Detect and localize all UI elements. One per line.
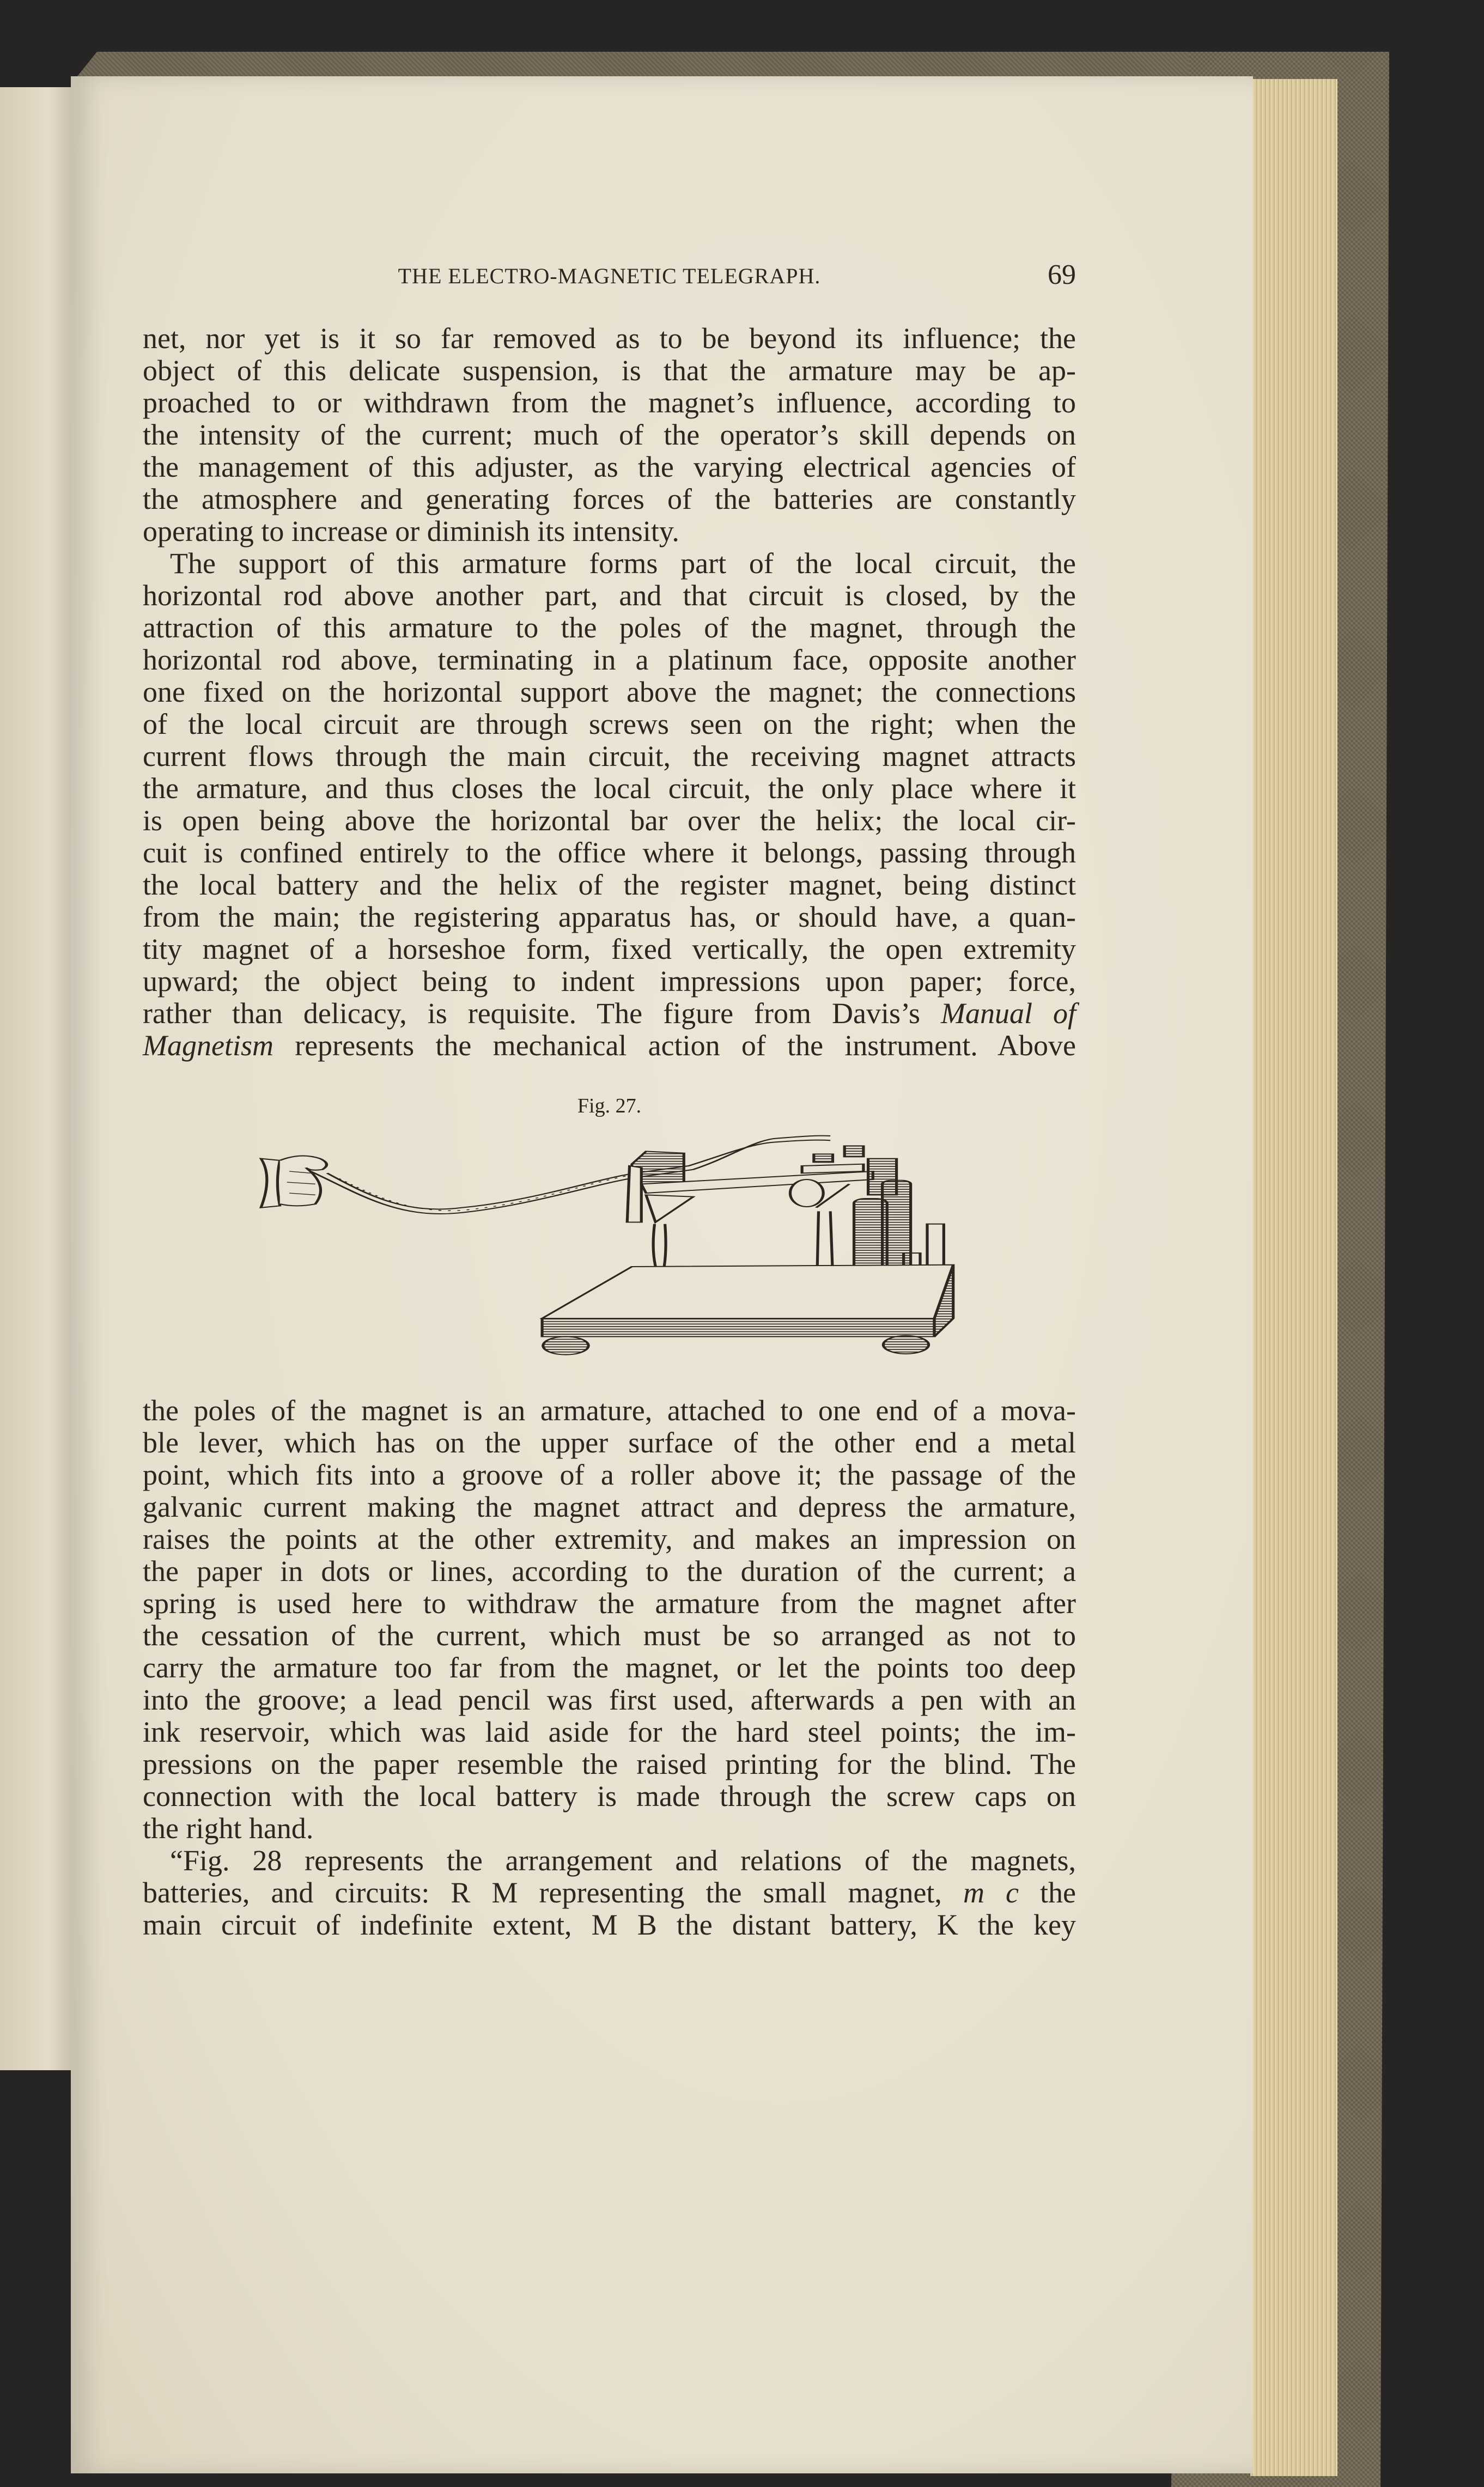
text-line: the armature, and thus closes the local circuit, the only place where it: [143, 772, 1076, 805]
text-segment: the: [1018, 1876, 1076, 1909]
italic-text: Manual of: [941, 997, 1076, 1030]
text-line: current flows through the main circuit, the receiving magnet attracts: [143, 740, 1076, 773]
text-line: connection with the local battery is made through the screw caps on: [143, 1780, 1076, 1813]
text-line: upward; the object being to indent impressions upon paper; force,: [143, 965, 1076, 998]
page-number: 69: [1048, 259, 1076, 290]
text-line: operating to increase or diminish its intensity.: [143, 515, 679, 548]
text-line: spring is used here to withdraw the armature from the magnet after: [143, 1587, 1076, 1620]
text-line: “Fig. 28 represents the arrangement and relations of the magnets,: [170, 1844, 1076, 1877]
text-line: is open being above the horizontal bar over the helix; the local cir-: [143, 804, 1076, 837]
text-line: horizontal rod above another part, and that circuit is closed, by the: [143, 579, 1076, 612]
text-line: carry the armature too far from the magnet, or let the points too deep: [143, 1651, 1076, 1684]
text-line: of the local circuit are through screws seen on the right; when the: [143, 708, 1076, 740]
text-segment: rather than delicacy, is requisite. The figure from Davis’s: [143, 997, 941, 1030]
text-line: [143, 1030, 1076, 1062]
text-line: into the groove; a lead pencil was first used, afterwards a pen with an: [143, 1683, 1076, 1716]
running-head: [143, 259, 1076, 291]
text-segment: batteries, and circuits: R M representing the small magnet,: [143, 1876, 963, 1909]
text-line: horizontal rod above, terminating in a platinum face, opposite another: [143, 643, 1076, 676]
italic-text: Magnetism: [143, 1029, 273, 1062]
screw-caps: [814, 1146, 863, 1162]
text-line: net, nor yet is it so far removed as to be beyond its influence; the: [143, 322, 1076, 355]
telegraph-register-illustration: [240, 1117, 981, 1367]
body-text-lower: [143, 1395, 1076, 1941]
page-edges: [1250, 79, 1337, 2476]
text-line: the cessation of the current, which must be so arranged as not to: [143, 1619, 1076, 1652]
text-line: one fixed on the horizontal support above the magnet; the connections: [143, 676, 1076, 708]
base-board: [542, 1265, 953, 1355]
text-segment: represents the mechanical action of the instrument. Above: [273, 1029, 1076, 1062]
text-line: the local battery and the helix of the register magnet, being distinct: [143, 868, 1076, 901]
text-line: ink reservoir, which was laid aside for the hard steel points; the im-: [143, 1716, 1076, 1748]
text-line: the right hand.: [143, 1812, 314, 1845]
italic-text: m c: [963, 1876, 1019, 1909]
text-line: the intensity of the current; much of the operator’s skill depends on: [143, 418, 1076, 451]
text-line: the paper in dots or lines, according to the duration of the current; a: [143, 1555, 1076, 1588]
text-line: the management of this adjuster, as the varying electrical agencies of: [143, 451, 1076, 483]
body-text-upper: [143, 323, 1076, 1062]
text-line: from the main; the registering apparatus has, or should have, a quan-: [143, 901, 1076, 933]
text-line: [143, 1877, 1076, 1909]
text-line: proached to or withdrawn from the magnet’s influence, according to: [143, 386, 1076, 419]
text-line: ble lever, which has on the upper surface of the other end a metal: [143, 1426, 1076, 1459]
text-line: main circuit of indefinite extent, M B the distant battery, K the key: [143, 1908, 1076, 1941]
text-line: tity magnet of a horseshoe form, fixed vertically, the open extremity: [143, 933, 1076, 965]
text-line: point, which fits into a groove of a roller above it; the passage of the: [143, 1458, 1076, 1491]
text-line: cuit is confined entirely to the office where it belongs, passing through: [143, 836, 1076, 869]
facing-page-edge: [0, 87, 82, 2070]
text-line: the atmosphere and generating forces of the batteries are constantly: [143, 483, 1076, 515]
text-line: attraction of this armature to the poles of the magnet, through the: [143, 611, 1076, 644]
text-line: [143, 998, 1076, 1030]
paper-strip: [311, 1136, 830, 1214]
text-line: The support of this armature forms part of the local circuit, the: [170, 547, 1076, 580]
running-title: THE ELECTRO-MAGNETIC TELEGRAPH.: [398, 264, 821, 288]
hand-icon: [261, 1156, 326, 1208]
figure-caption: Fig. 27.: [577, 1094, 642, 1117]
text-line: the poles of the magnet is an armature, attached to one end of a mova-: [143, 1394, 1076, 1427]
text-line: galvanic current making the magnet attract and depress the armature,: [143, 1491, 1076, 1523]
text-line: raises the points at the other extremity, and makes an impression on: [143, 1523, 1076, 1555]
text-line: pressions on the paper resemble the raised printing for the blind. The: [143, 1748, 1076, 1780]
text-line: object of this delicate suspension, is that the armature may be ap-: [143, 354, 1076, 387]
